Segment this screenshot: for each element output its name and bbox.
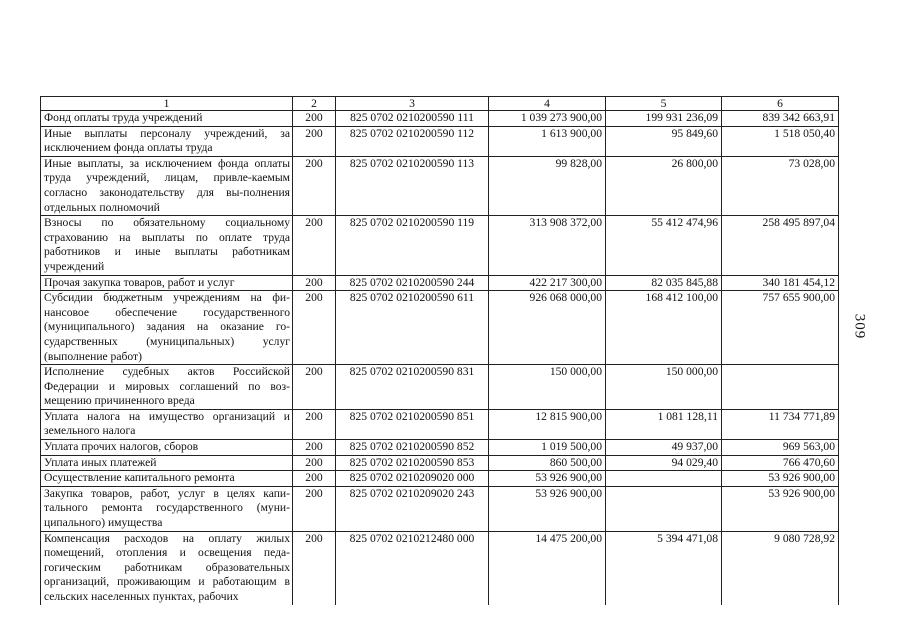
row-section-code: 200: [293, 486, 336, 531]
row-description: Исполнение судебных актов Российской Федерации и мировых соглашений по воз-мещению причиненного вреда: [41, 365, 293, 410]
row-section-code: 200: [293, 126, 336, 156]
row-approved-amount: 1 039 273 900,00: [489, 111, 606, 127]
row-section-code: 200: [293, 471, 336, 487]
row-executed-amount: [606, 471, 722, 487]
row-executed-amount: 168 412 100,00: [606, 291, 722, 365]
row-section-code: 200: [293, 275, 336, 291]
row-remaining-amount: 258 495 897,04: [722, 216, 839, 275]
table-row: [41, 156, 839, 215]
row-approved-amount: 422 217 300,00: [489, 275, 606, 291]
row-approved-amount: 99 828,00: [489, 156, 606, 215]
row-description: Иные выплаты, за исключением фонда оплаты труда учреждений, лицам, привле-каемым согласно законодательству для вы-полнения отдельных полномочий: [41, 156, 293, 215]
row-approved-amount: 860 500,00: [489, 455, 606, 471]
table-row: [41, 440, 839, 456]
row-section-code: 200: [293, 455, 336, 471]
row-section-code: 200: [293, 531, 336, 604]
column-header: 3: [336, 97, 489, 111]
row-approved-amount: 313 908 372,00: [489, 216, 606, 275]
row-executed-amount: 82 035 845,88: [606, 275, 722, 291]
table-row: [41, 365, 839, 410]
row-remaining-amount: 757 655 900,00: [722, 291, 839, 365]
row-remaining-amount: 839 342 663,91: [722, 111, 839, 127]
column-header: 6: [722, 97, 839, 111]
row-section-code: 200: [293, 111, 336, 127]
row-section-code: 200: [293, 291, 336, 365]
row-classification-code: 825 0702 0210209020 243: [336, 486, 489, 531]
row-remaining-amount: [722, 365, 839, 410]
row-description: Закупка товаров, работ, услуг в целях капи-тального ремонта государственного (муни-ципального) имущества: [41, 486, 293, 531]
row-remaining-amount: 340 181 454,12: [722, 275, 839, 291]
row-description: Уплата прочих налогов, сборов: [41, 440, 293, 456]
row-classification-code: 825 0702 0210200590 851: [336, 409, 489, 439]
row-remaining-amount: 53 926 900,00: [722, 471, 839, 487]
row-executed-amount: 199 931 236,09: [606, 111, 722, 127]
row-classification-code: 825 0702 0210200590 853: [336, 455, 489, 471]
row-section-code: 200: [293, 409, 336, 439]
row-classification-code: 825 0702 0210200590 611: [336, 291, 489, 365]
row-executed-amount: 1 081 128,11: [606, 409, 722, 439]
row-approved-amount: 14 475 200,00: [489, 531, 606, 604]
table-row: [41, 126, 839, 156]
row-approved-amount: 1 019 500,00: [489, 440, 606, 456]
row-approved-amount: 150 000,00: [489, 365, 606, 410]
row-executed-amount: 5 394 471,08: [606, 531, 722, 604]
table-row: [41, 486, 839, 531]
row-section-code: 200: [293, 440, 336, 456]
row-classification-code: 825 0702 0210200590 119: [336, 216, 489, 275]
row-description: Взносы по обязательному социальному страхованию на выплаты по оплате труда работников и иные выплаты работникам учреждений: [41, 216, 293, 275]
table-row: [41, 216, 839, 275]
column-header: 5: [606, 97, 722, 111]
row-classification-code: 825 0702 0210200590 112: [336, 126, 489, 156]
row-executed-amount: 150 000,00: [606, 365, 722, 410]
row-classification-code: 825 0702 0210209020 000: [336, 471, 489, 487]
row-executed-amount: 55 412 474,96: [606, 216, 722, 275]
row-remaining-amount: 73 028,00: [722, 156, 839, 215]
row-remaining-amount: 9 080 728,92: [722, 531, 839, 604]
table-row: [41, 531, 839, 604]
table-row: [41, 291, 839, 365]
row-section-code: 200: [293, 365, 336, 410]
row-section-code: 200: [293, 156, 336, 215]
column-header: 2: [293, 97, 336, 111]
row-section-code: 200: [293, 216, 336, 275]
row-approved-amount: 1 613 900,00: [489, 126, 606, 156]
table-row: [41, 409, 839, 439]
row-remaining-amount: 969 563,00: [722, 440, 839, 456]
row-description: Субсидии бюджетным учреждениям на фи-нансовое обеспечение государственного (муниципального) задания на оказание го-сударственных (муниципальных) услуг (выполнение работ): [41, 291, 293, 365]
row-classification-code: 825 0702 0210200590 113: [336, 156, 489, 215]
table-row: [41, 471, 839, 487]
row-remaining-amount: 766 470,60: [722, 455, 839, 471]
row-executed-amount: [606, 486, 722, 531]
row-executed-amount: 94 029,40: [606, 455, 722, 471]
budget-table: [40, 96, 839, 605]
table-row: [41, 275, 839, 291]
row-description: Уплата иных платежей: [41, 455, 293, 471]
row-description: Фонд оплаты труда учреждений: [41, 111, 293, 127]
row-remaining-amount: 53 926 900,00: [722, 486, 839, 531]
row-classification-code: 825 0702 0210200590 244: [336, 275, 489, 291]
row-approved-amount: 53 926 900,00: [489, 471, 606, 487]
row-description: Уплата налога на имущество организаций и земельного налога: [41, 409, 293, 439]
row-description: Компенсация расходов на оплату жилых помещений, отопления и освещения педа-гогическим работникам образовательных организаций, проживающим и работающим в сельских населенных пунктах, рабочих: [41, 531, 293, 604]
row-approved-amount: 53 926 900,00: [489, 486, 606, 531]
row-remaining-amount: 11 734 771,89: [722, 409, 839, 439]
row-remaining-amount: 1 518 050,40: [722, 126, 839, 156]
column-header: 4: [489, 97, 606, 111]
row-executed-amount: 26 800,00: [606, 156, 722, 215]
column-header: 1: [41, 97, 293, 111]
row-executed-amount: 49 937,00: [606, 440, 722, 456]
row-description: Иные выплаты персоналу учреждений, за исключением фонда оплаты труда: [41, 126, 293, 156]
table-row: [41, 455, 839, 471]
row-classification-code: 825 0702 0210200590 852: [336, 440, 489, 456]
row-classification-code: 825 0702 0210200590 831: [336, 365, 489, 410]
table-row: [41, 111, 839, 127]
header-row: [41, 97, 839, 111]
row-classification-code: 825 0702 0210200590 111: [336, 111, 489, 127]
row-classification-code: 825 0702 0210212480 000: [336, 531, 489, 604]
row-approved-amount: 926 068 000,00: [489, 291, 606, 365]
page-number: 309: [851, 313, 868, 340]
row-description: Прочая закупка товаров, работ и услуг: [41, 275, 293, 291]
row-description: Осуществление капитального ремонта: [41, 471, 293, 487]
row-executed-amount: 95 849,60: [606, 126, 722, 156]
row-approved-amount: 12 815 900,00: [489, 409, 606, 439]
